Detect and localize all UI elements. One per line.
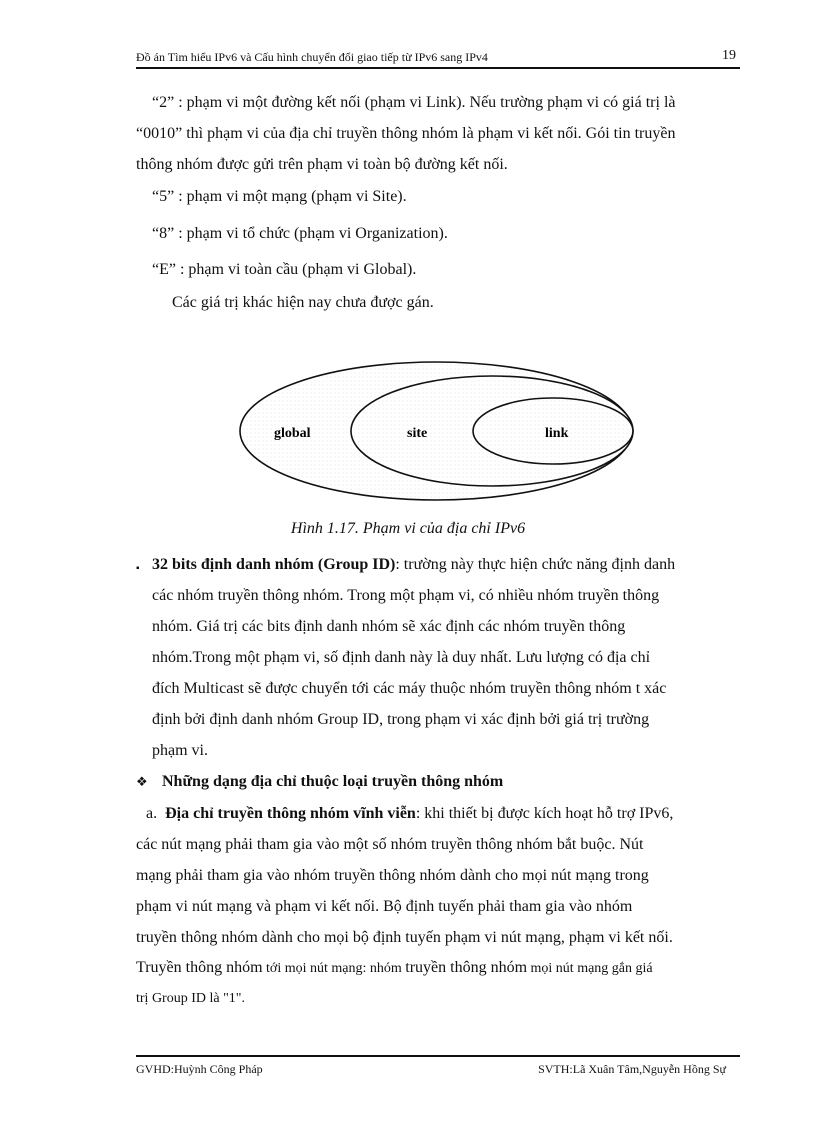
footer-rule [136, 1055, 740, 1057]
permanent-line7: trị Group ID là "1". [136, 991, 246, 1006]
group-id-line4: nhóm.Trong một phạm vi, số định danh này là duy nhất. Lưu lượng có địa chỉ [152, 649, 651, 666]
section-heading: Những dạng địa chỉ thuộc loại truyền thông nhóm [162, 773, 504, 790]
permanent-line4: phạm vi nút mạng và phạm vi kết nối. Bộ định tuyến phải tham gia vào nhóm [136, 898, 633, 915]
group-id-line7: phạm vi. [152, 742, 208, 759]
scope-e: “E” : phạm vi toàn cầu (phạm vi Global). [152, 261, 417, 278]
figure-caption: Hình 1.17. Phạm vi của địa chỉ IPv6 [290, 520, 526, 537]
footer-students: SVTH:Lã Xuân Tâm,Nguyễn Hồng Sự [538, 1062, 726, 1076]
scope-2-line3: thông nhóm được gửi trên phạm vi toàn bộ đường kết nối. [136, 156, 508, 173]
site-label: site [407, 426, 428, 441]
permanent-title: Địa chỉ truyền thông nhóm vĩnh viễn [165, 805, 416, 822]
bullet-icon: ▪ [136, 563, 140, 574]
permanent-line3: mạng phải tham gia vào nhóm truyền thông nhóm dành cho mọi nút mạng trong [136, 867, 649, 884]
group-id-line3: nhóm. Giá trị các bits định danh nhóm sẽ xác định các nhóm truyền thông [152, 618, 626, 635]
permanent-line6: Truyền thông nhóm tới mọi nút mạng: nhóm truyền thông nhóm mọi nút mạng gắn giá [136, 959, 653, 976]
global-label: global [274, 426, 311, 441]
header-title: Đồ án Tìm hiểu IPv6 và Cấu hình chuyển đổi giao tiếp từ IPv6 sang IPv4 [136, 50, 488, 64]
group-id-line2: các nhóm truyền thông nhóm. Trong một phạm vi, có nhiều nhóm truyền thông [152, 587, 660, 604]
page-number: 19 [722, 48, 736, 63]
scope-2-line2: “0010” thì phạm vi của địa chỉ truyền thông nhóm là phạm vi kết nối. Gói tin truyền [136, 125, 676, 142]
scope-diagram [230, 360, 650, 510]
permanent-line2: các nút mạng phải tham gia vào một số nhóm truyền thông nhóm bắt buộc. Nút [136, 836, 644, 853]
diamond-icon: ❖ [136, 774, 148, 789]
permanent-line1: a. Địa chỉ truyền thông nhóm vĩnh viễn: khi thiết bị được kích hoạt hỗ trợ IPv6, [146, 805, 674, 822]
scope-5: “5” : phạm vi một mạng (phạm vi Site). [152, 188, 407, 205]
link-label: link [545, 426, 569, 441]
group-id-line1: 32 bits định danh nhóm (Group ID): trường này thực hiện chức năng định danh [152, 556, 676, 573]
header-rule [136, 67, 740, 69]
scope-2-line1: “2” : phạm vi một đường kết nối (phạm vi Link). Nếu trường phạm vi có giá trị là [152, 94, 676, 111]
footer-supervisor: GVHD:Huỳnh Công Pháp [136, 1062, 263, 1076]
scope-8: “8” : phạm vi tổ chức (phạm vi Organization). [152, 225, 448, 242]
group-id-title: 32 bits định danh nhóm (Group ID) [152, 556, 396, 573]
permanent-line5: truyền thông nhóm dành cho mọi bộ định tuyến phạm vi nút mạng, phạm vi kết nối. [136, 929, 673, 946]
scope-other: Các giá trị khác hiện nay chưa được gán. [172, 294, 434, 311]
page-header [136, 48, 740, 68]
group-id-line5: đích Multicast sẽ được chuyển tới các máy thuộc nhóm truyền thông nhóm t xác [152, 680, 667, 697]
group-id-line6: định bởi định danh nhóm Group ID, trong phạm vi xác định bởi giá trị trường [152, 711, 650, 728]
